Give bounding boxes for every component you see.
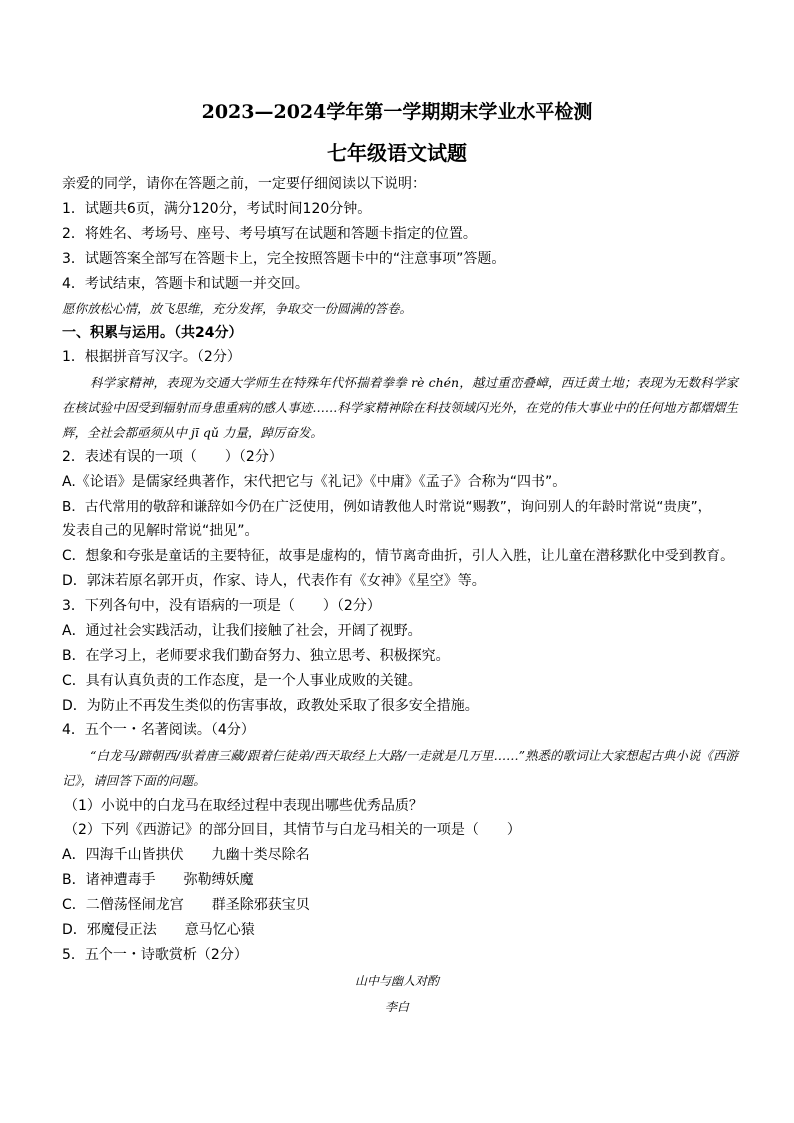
q1-stem: 1．根据拼音写汉字。（2分） — [62, 349, 241, 365]
q3-stem: 3．下列各句中，没有语病的一项是（ ）（2分） — [62, 598, 381, 614]
q4-option-c: C．二僧荡怪闹龙宫 群圣除邪获宝贝 — [62, 897, 310, 913]
q4-sub1: （1）小说中的白龙马在取经过程中表现出哪些优秀品质？ — [64, 798, 423, 814]
q4-stem: 4．五个一・名著阅读。（4分） — [62, 722, 255, 738]
q2-option-b: B．古代常用的敬辞和谦辞如今仍在广泛使用，例如请教他人时常说“赐教”，询问别人的年龄时常说“贵庚”， — [62, 499, 712, 515]
q2-option-b-cont: 发表自己的见解时常说“拙见”。 — [62, 523, 259, 539]
section-heading: 一、积累与运用。（共24分） — [62, 325, 243, 341]
instruction-item: 3．试题答案全部写在答题卡上，完全按照答题卡中的“注意事项”答题。 — [62, 251, 506, 267]
q3-option-b: B．在学习上，老师要求我们勤奋努力、独立思考、积极探究。 — [62, 648, 450, 664]
instruction-item: 4．考试结束，答题卡和试题一并交回。 — [62, 276, 309, 292]
q4-option-a: A．四海千山皆拱伏 九幽十类尽除名 — [62, 847, 310, 863]
poem-author: 李白 — [384, 1000, 409, 1014]
instructions-intro: 亲爱的同学，请你在答题之前，一定要仔细阅读以下说明： — [62, 176, 426, 192]
instruction-item: 2．将姓名、考场号、座号、考号填写在试题和答题卡指定的位置。 — [62, 226, 477, 242]
instructions-wish: 愿你放松心情，放飞思维，充分发挥，争取交一份圆满的答卷。 — [62, 301, 413, 316]
q2-option-a: A.《论语》是儒家经典著作，宋代把它与《礼记》《中庸》《孟子》合称为“四书”。 — [62, 474, 567, 490]
page-title: 2023—2024学年第一学期期末学业水平检测 — [201, 101, 593, 123]
q3-option-d: D．为防止不再发生类似的伤害事故，政教处采取了很多安全措施。 — [62, 698, 479, 714]
q1-passage: 科学家精神，表现为交通大学师生在特殊年代怀揣着拳拳 rè chén，越过重峦叠嶂，西迁黄土地；表现为无数科学家在核试验中因受到辐射而身患重病的感人事迹……科学家精神除在科技领域闪光外，在党的伟大事业中的任何地方都熠熠生辉，全社会都亟须从中 jī qǔ 力量，踔厉奋发。 — [62, 375, 738, 440]
q4-option-b: B．诸神遭毒手 弥勒缚妖魔 — [62, 872, 254, 888]
instruction-item: 1．试题共6页，满分120分，考试时间120分钟。 — [62, 201, 372, 217]
q2-option-c: C．想象和夸张是童话的主要特征，故事是虚构的，情节离奇曲折，引人入胜，让儿童在潜移默化中受到教育。 — [62, 548, 734, 564]
q4-sub2: （2）下列《西游记》的部分回目，其情节与白龙马相关的一项是（ ） — [64, 822, 521, 838]
q4-option-d: D．邪魔侵正法 意马忆心猿 — [62, 922, 255, 938]
q3-option-c: C．具有认真负责的工作态度，是一个人事业成败的关键。 — [62, 673, 422, 689]
q2-option-d: D．郭沫若原名郭开贞，作家、诗人，代表作有《女神》《星空》等。 — [62, 573, 486, 589]
q5-stem: 5．五个一・诗歌赏析（2分） — [62, 947, 248, 963]
q4-passage: “白龙马/蹄朝西/驮着唐三藏/跟着仨徒弟/西天取经上大路/一走就是几万里……”熟悉的歌词让大家想起古典小说《西游记》，请回答下面的问题。 — [62, 748, 738, 788]
poem-title: 山中与幽人对酌 — [354, 974, 439, 988]
page-subtitle: 七年级语文试题 — [327, 141, 467, 165]
q3-option-a: A．通过社会实践活动，让我们接触了社会，开阔了视野。 — [62, 623, 422, 639]
q2-stem: 2．表述有误的一项（ ）（2分） — [62, 449, 283, 465]
